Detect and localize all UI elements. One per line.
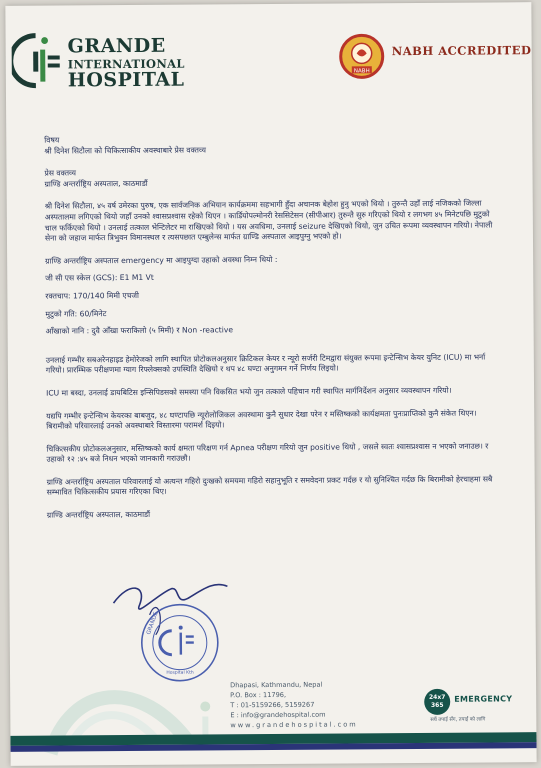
- issuer-line: ग्राण्डि अन्तर्राष्ट्रिय अस्पताल, काठमाडौं: [44, 178, 148, 189]
- nabh-seal-text: NABH: [353, 68, 370, 75]
- sign-off: ग्राण्डि अन्तर्राष्ट्रिय अस्पताल, काठमाडौं: [46, 509, 151, 520]
- badge-days: 365: [430, 701, 444, 709]
- phone-numbers: T : 01-5159266, 5159267: [230, 700, 315, 710]
- brand-subtitle: INTERNATIONAL: [67, 56, 185, 72]
- emergency-badge-icon: [424, 689, 450, 715]
- grande-logo-icon: [12, 31, 66, 89]
- vital-blood-pressure: रक्तचाप: 170/140 मिमी एचजी: [45, 290, 140, 301]
- nabh-seal-icon: [339, 33, 385, 79]
- paragraph-apnea-test: चिकित्सकीय प्रोटोकलअनुसार, मस्तिष्कको कार्य क्षमता परिक्षण गर्न Apnea परीक्षण गरियो जुन positive थियो , जसले स्वतः श्वासप्रश्वास न भएको जनाउछ। र उहाको १२ :४५ बजे निधन भएको जानकारी गराउछौ।: [46, 441, 489, 464]
- email-address: E : info@grandehospital.com: [230, 710, 326, 720]
- badge-hours: 24x7: [428, 693, 446, 701]
- document-type: प्रेस वक्तव्य: [44, 168, 77, 178]
- letter-page: [5, 2, 536, 766]
- footer-contact: [230, 679, 358, 730]
- paragraph-condolence: ग्राण्डि अन्तर्राष्ट्रिय अस्पताल परिवारलाई यो अत्यन्त गहिरो दुःखको समयमा गहिरो सहानुभूति र समवेदना प्रकट गर्दछ र यो सुनिश्चित गर्दछ कि बिरामीको हेरचाहमा सबै सम्भावित चिकित्सकीय प्रयास गरिएका थिए।: [46, 474, 493, 498]
- paragraph-incident: श्री दिनेश सिटौला, ४५ वर्ष उमेरका पुरुष, एक सार्वजनिक अभियान कार्यक्रममा सहभागी हुँदा अचानक बेहोश हुनु भएको थियो । तुरुन्तै उहाँ लाई नजिकको जिल्ला अस्पतालमा लगिएको थियो जहाँ उनको श्वासप्रश्वास रहेको थिएन । कार्डियोपल्मोनरी रेससिटेसन (सीपीआर) तुरुन्तै सुरु गरिएको थियो र लगभग ४५ मिनेटपछि मुटुको चाल फर्किएको थियो । उनलाई तत्काल भेन्टिलेटर मा राखिएको थियो । यस अवधिमा, उनलाई seizure देखिएको थियो, जुन उचित रूपमा व्यवस्थापन गरियो। नेपाली सेना को जहाज मार्फत त्रिभुवन विमानस्थल र त्यसपछात एम्बुलेन्स मार्फत ग्राण्डि अस्पताल आइपुग्नु भएको हो।: [44, 198, 493, 243]
- vital-gcs: जी सी एस स्केल (GCS): E1 M1 Vt: [45, 273, 154, 283]
- stamp-text-bottom: Hospital Kth: [166, 670, 194, 676]
- brand-hospital: HOSPITAL: [67, 68, 185, 92]
- stamp-text-left: GRANDE: [145, 611, 160, 636]
- paragraph-no-recovery: यद्यपि गम्भीर इन्टेन्सिभ केयरका बाबजुद, ४८ घण्टापछि न्यूरोलोजिकल अवस्थामा कुनै सुधार देखा परेन र मस्तिष्कको कार्यक्षमता पुनःप्राप्तिको कुनै संकेत थिएन। बिरामीको परिवारलाई उनको अवस्थाबारे विस्तारमा परामर्श दिइयो।: [46, 408, 477, 431]
- letter-body: [44, 132, 495, 521]
- vital-pupils: आँखाको नानि : दुवै आँखा फराकिलो (५ मिमी) र Non -reactive: [45, 325, 234, 336]
- address-line: Dhapasi, Kathmandu, Nepal: [230, 680, 323, 690]
- subject-label: विषय: [44, 135, 60, 145]
- paragraph-diabetes-insipidus: ICU मा बस्दा, उनलाई डायबिटिस इन्सिपिडसको समस्या पनि विकसित भयो जुन तत्काले पहिचान गरी स्थापित मार्गनिर्देशन अनुसार व्यवस्थापन गरियो।: [46, 385, 452, 398]
- brand-name: GRANDE: [67, 34, 166, 58]
- paragraph-icu-admission: उनलाई गम्भीर सबअरेनहाइड हेमोरेजको लागि स्थापित प्रोटोकलअनुसार क्रिटिकल केयर र न्यूरो सर्जरी टिमद्वारा संयुक्त रूपमा इन्टेन्सिभ केयर युनिट (ICU) मा भर्ना गरियो। प्रारम्भिक परीक्षणमा ग्याग रिफ्लेक्सको उपस्थिति देखियो र थप ४८ घण्टा अनुगमन गर्ने निर्णय लिइयो।: [45, 352, 486, 375]
- paragraph-arrival: ग्राण्डि अन्तर्राष्ट्रिय अस्पताल emergency मा आइपुग्दा उहाको अवस्था निम्न थियो :: [45, 254, 278, 266]
- emergency-tagline: सधैं तपाई सँग, तपाईं को लागि: [430, 716, 486, 723]
- vital-pulse: मुटुको गति: 60/मिनेट: [45, 308, 107, 319]
- emergency-label: EMERGENCY: [454, 694, 513, 704]
- subject-line: श्री दिनेश सिटौला को चिकित्साकीय अवस्थाबारे प्रेस वक्तव्य: [44, 145, 207, 156]
- website-link[interactable]: www.grandehospital.com: [230, 720, 358, 730]
- po-box: P.O. Box : 11796,: [230, 690, 287, 700]
- accreditation-label: NABH ACCREDITED: [391, 43, 532, 59]
